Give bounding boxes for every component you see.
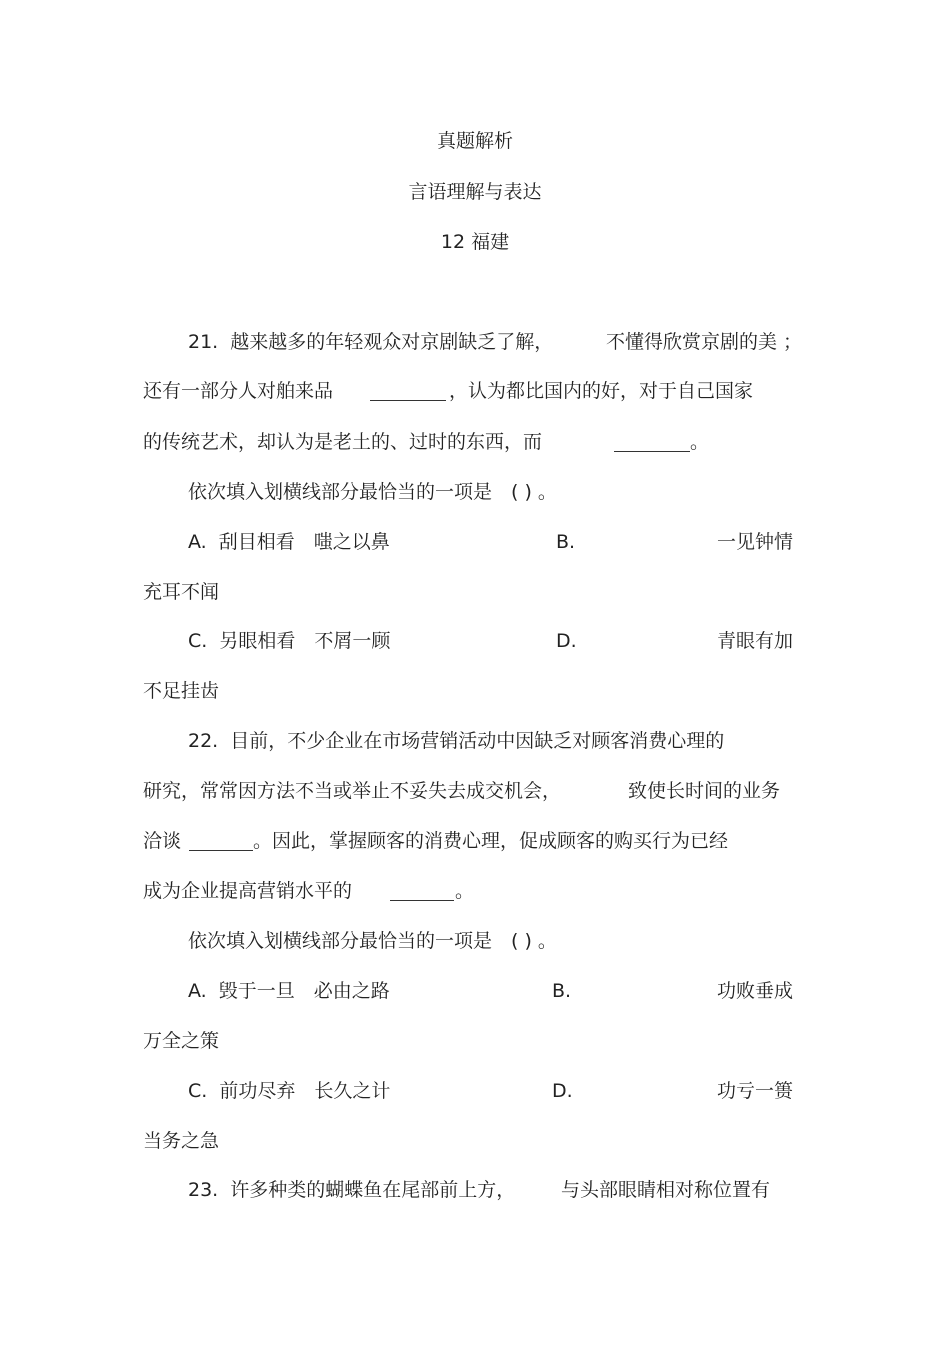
option-d-text-cont: 不足挂齿: [143, 680, 220, 702]
question-text: 。因此，掌握顾客的消费心理，促成顾客的购买行为已经: [253, 830, 729, 852]
option-b-text: 功败垂成: [717, 980, 794, 1002]
question-text: 21. 越来越多的年轻观众对京剧缺乏了解，: [188, 331, 554, 353]
option-d-label: D.: [556, 630, 577, 652]
answer-blank: [390, 882, 454, 901]
document-subtitle: 言语理解与表达: [408, 181, 542, 203]
question-text: 23. 许多种类的蝴蝶鱼在尾部前上方，: [188, 1179, 516, 1201]
option-b-label: B.: [556, 531, 576, 553]
answer-blank: [370, 382, 446, 401]
question-text: 还有一部分人对舶来品: [143, 380, 334, 402]
option-a: A. 刮目相看 嗤之以鼻: [188, 531, 390, 553]
option-d-text: 功亏一篑: [717, 1080, 794, 1102]
question-text: 。: [690, 431, 710, 453]
option-d-label: D.: [552, 1080, 573, 1102]
question-text: 不懂得欣赏京剧的美 ；: [606, 331, 803, 353]
option-c: C. 另眼相看 不屑一顾: [188, 630, 391, 652]
option-c: C. 前功尽弃 长久之计: [188, 1080, 391, 1102]
question-text: 致使长时间的业务: [628, 780, 781, 802]
option-b-text: 一见钟情: [717, 531, 794, 553]
option-b-label: B.: [552, 980, 572, 1002]
question-text: 洽谈: [143, 830, 182, 852]
question-text: 研究，常常因方法不当或举止不妥失去成交机会，: [143, 780, 562, 802]
question-prompt: 依次填入划横线部分最恰当的一项是 ( ) 。: [188, 930, 557, 952]
question-text: 。: [455, 880, 475, 902]
question-prompt: 依次填入划横线部分最恰当的一项是 ( ) 。: [188, 481, 557, 503]
answer-blank: [614, 433, 690, 452]
option-b-text-cont: 万全之策: [143, 1030, 220, 1052]
option-a: A. 毁于一旦 必由之路: [188, 980, 390, 1002]
question-text: 的传统艺术，却认为是老土的、过时的东西，而: [143, 431, 543, 453]
question-text: 成为企业提高营销水平的: [143, 880, 353, 902]
option-b-text-cont: 充耳不闻: [143, 581, 220, 603]
question-text: ，认为都比国内的好，对于自己国家: [449, 380, 754, 402]
section-heading: 12 福建: [440, 231, 510, 253]
answer-blank: [189, 832, 253, 851]
option-d-text-cont: 当务之急: [143, 1130, 220, 1152]
document-title: 真题解析: [436, 130, 513, 152]
question-text: 22. 目前，不少企业在市场营销活动中因缺乏对顾客消费心理的: [188, 730, 725, 752]
question-text: 与头部眼睛相对称位置有: [561, 1179, 771, 1201]
option-d-text: 青眼有加: [717, 630, 794, 652]
